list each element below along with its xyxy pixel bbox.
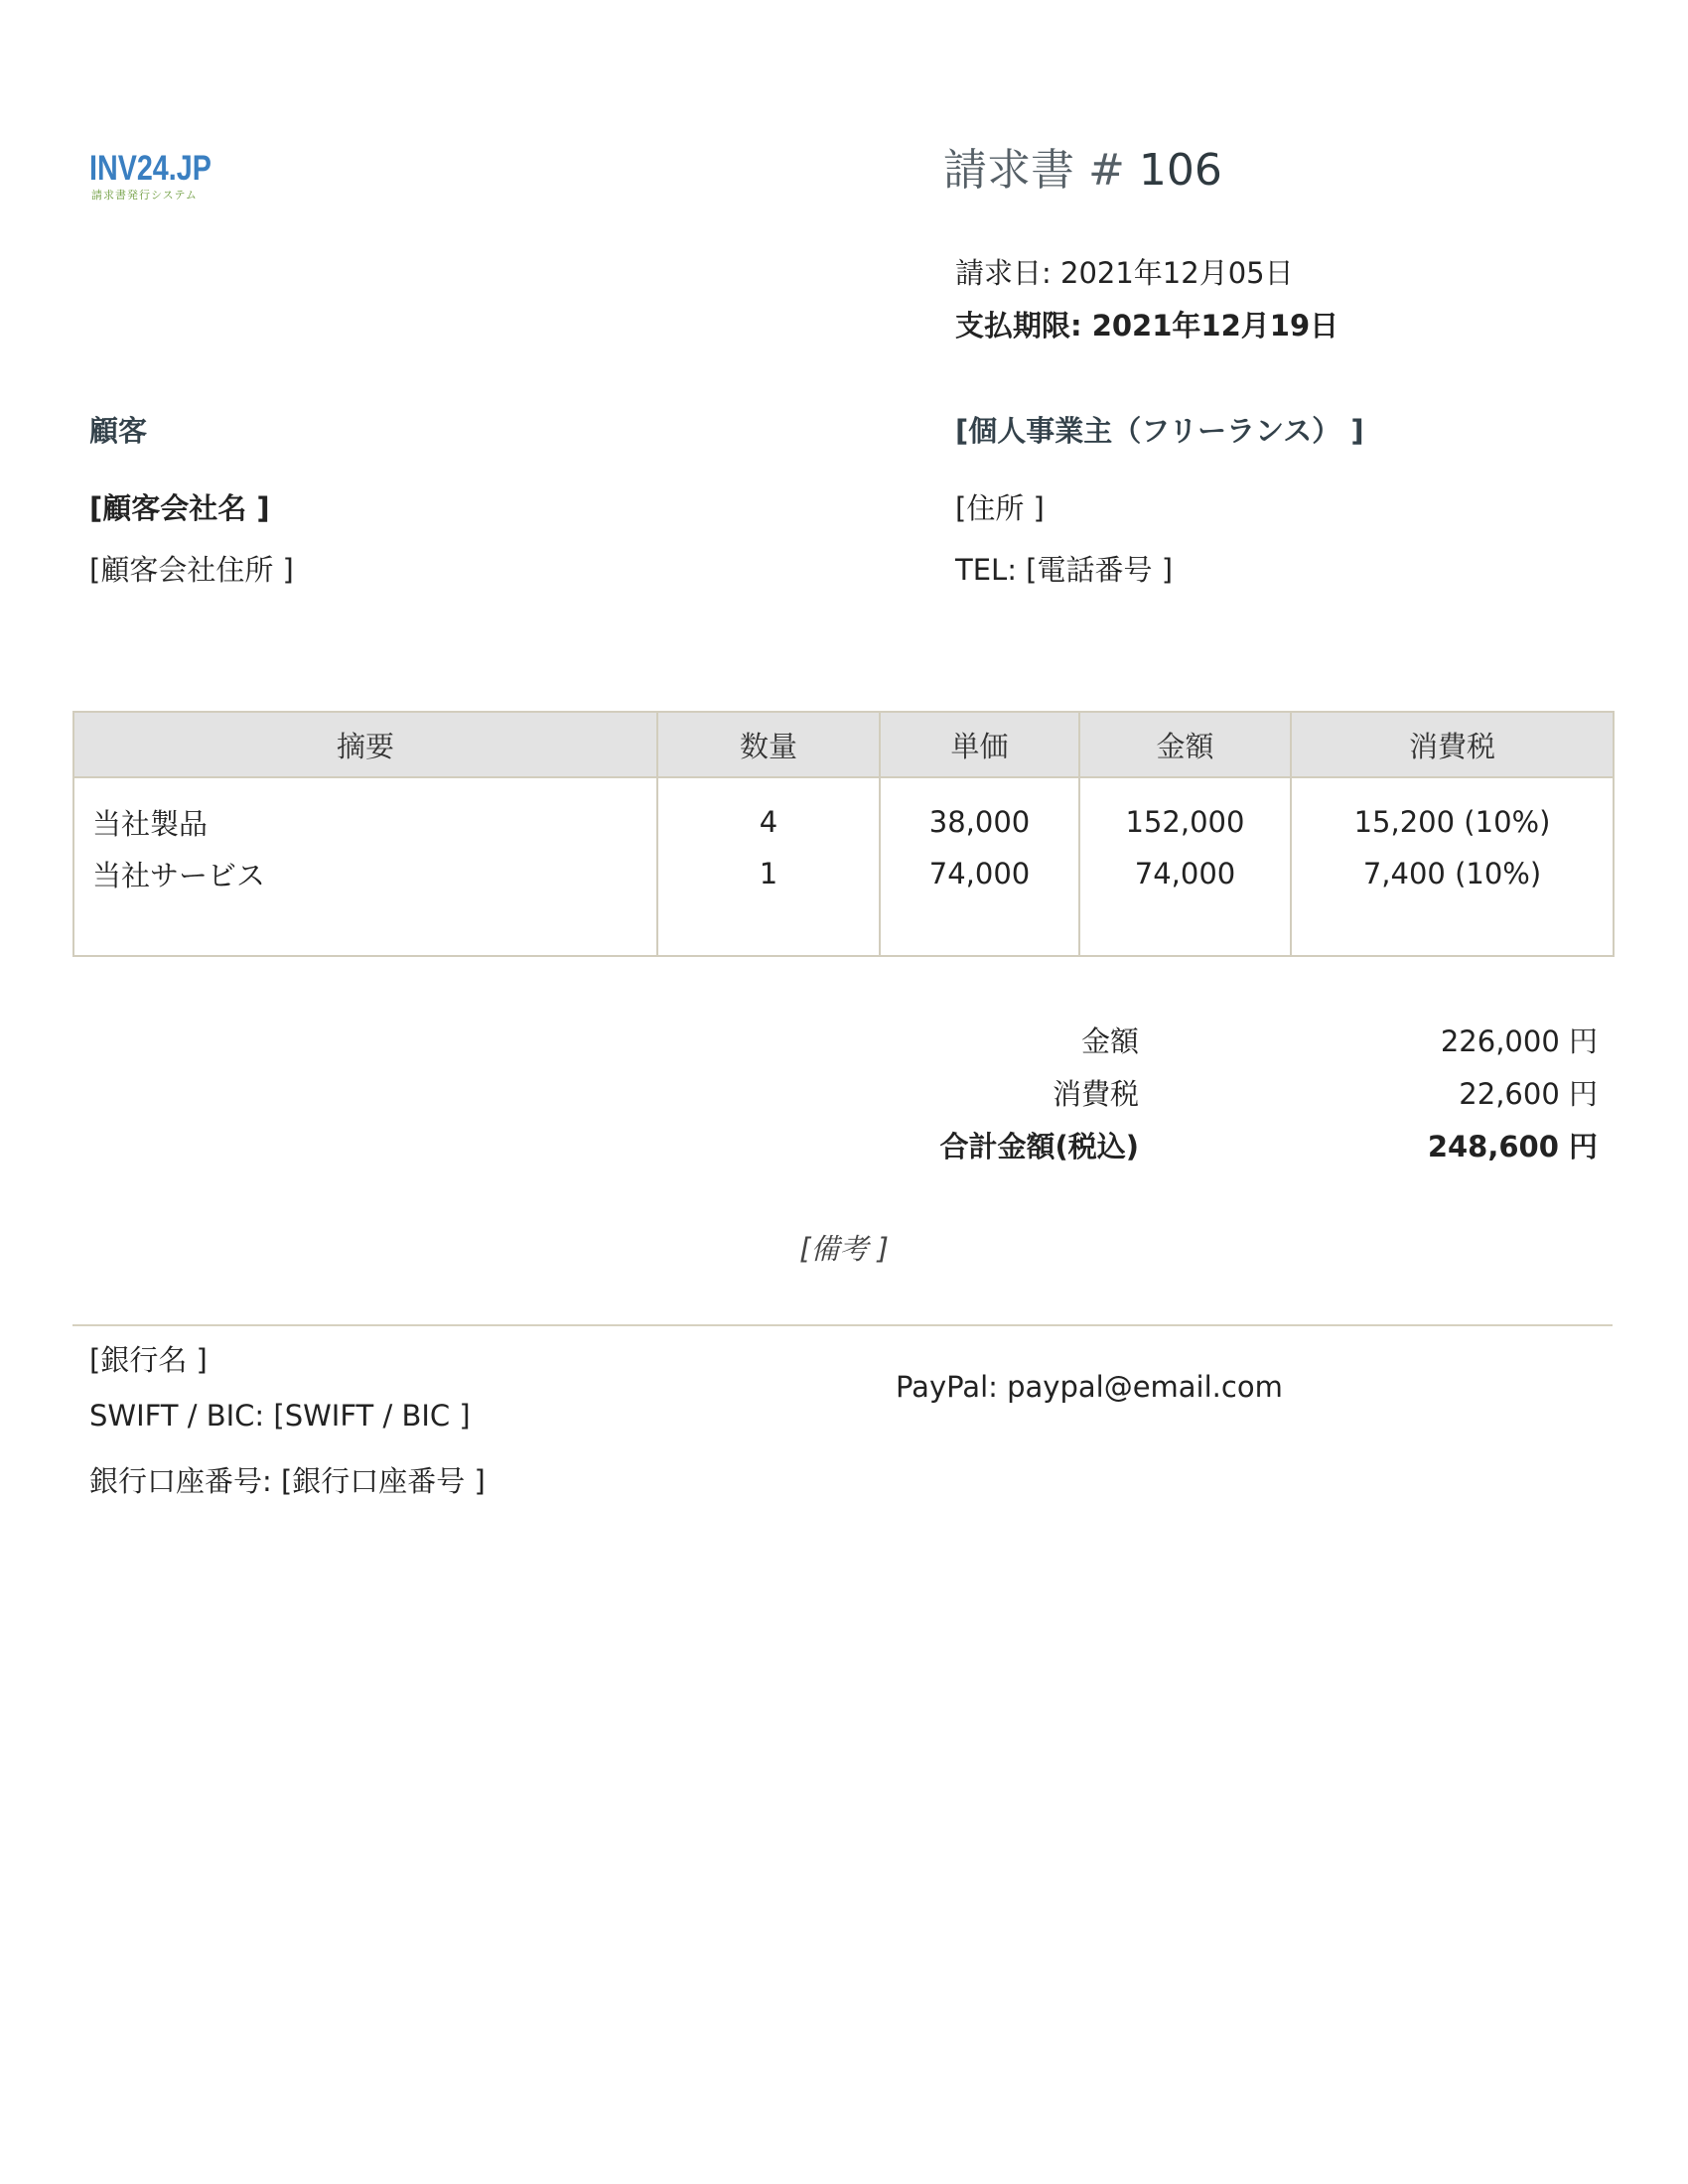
due-date: 支払期限: 2021年12月19日 [955, 309, 1339, 342]
bank-name: [銀行名 ] [89, 1343, 208, 1377]
customer-company: [顧客会社名 ] [89, 491, 270, 525]
header-quantity: 数量 [657, 712, 880, 777]
cell-quantity: 4 [657, 777, 880, 848]
seller-name: [個人事業主（フリーランス） ] [955, 414, 1364, 448]
seller-address: [住所 ] [955, 491, 1045, 525]
subtotal-value: 226,000 円 [1440, 1024, 1598, 1058]
customer-address: [顧客会社住所 ] [89, 553, 294, 587]
seller-tel: TEL: [電話番号 ] [955, 553, 1174, 587]
cell-amount: 74,000 [1079, 848, 1291, 899]
cell-tax: 15,200 (10%) [1291, 777, 1614, 848]
header-unit-price: 単価 [880, 712, 1079, 777]
header-description: 摘要 [73, 712, 657, 777]
line-items-table [72, 711, 1615, 957]
cell-unit-price: 74,000 [880, 848, 1079, 899]
footer-divider [72, 1324, 1613, 1326]
table-spacer-row [73, 899, 1614, 956]
cell-amount: 152,000 [1079, 777, 1291, 848]
paypal-email: PayPal: paypal@email.com [896, 1370, 1283, 1404]
table-row [73, 777, 1614, 848]
bank-account-number: 銀行口座番号: [銀行口座番号 ] [89, 1464, 486, 1498]
table-header-row [73, 712, 1614, 777]
tax-label: 消費税 [1052, 1077, 1139, 1111]
invoice-number: 106 [1138, 145, 1222, 196]
invoice-title [943, 134, 1222, 198]
swift-bic: SWIFT / BIC: [SWIFT / BIC ] [89, 1399, 471, 1433]
header-amount: 金額 [1079, 712, 1291, 777]
cell-description: 当社製品 [73, 777, 657, 848]
header-tax: 消費税 [1291, 712, 1614, 777]
total-label: 合計金額(税込) [939, 1130, 1139, 1163]
logo-text: INV24.JP [89, 149, 211, 188]
subtotal-label: 金額 [1080, 1024, 1139, 1058]
logo-tagline: 請求書発行システム [91, 189, 198, 202]
cell-tax: 7,400 (10%) [1291, 848, 1614, 899]
notes: [備考 ] [799, 1232, 889, 1266]
cell-quantity: 1 [657, 848, 880, 899]
invoice-title-label: 請求書 # [943, 145, 1125, 196]
tax-value: 22,600 円 [1459, 1077, 1598, 1111]
customer-label: 顧客 [89, 414, 148, 448]
table-row [73, 848, 1614, 899]
cell-description: 当社サービス [73, 848, 657, 899]
total-value: 248,600 円 [1427, 1130, 1598, 1163]
cell-unit-price: 38,000 [880, 777, 1079, 848]
issue-date: 請求日: 2021年12月05日 [955, 256, 1294, 290]
